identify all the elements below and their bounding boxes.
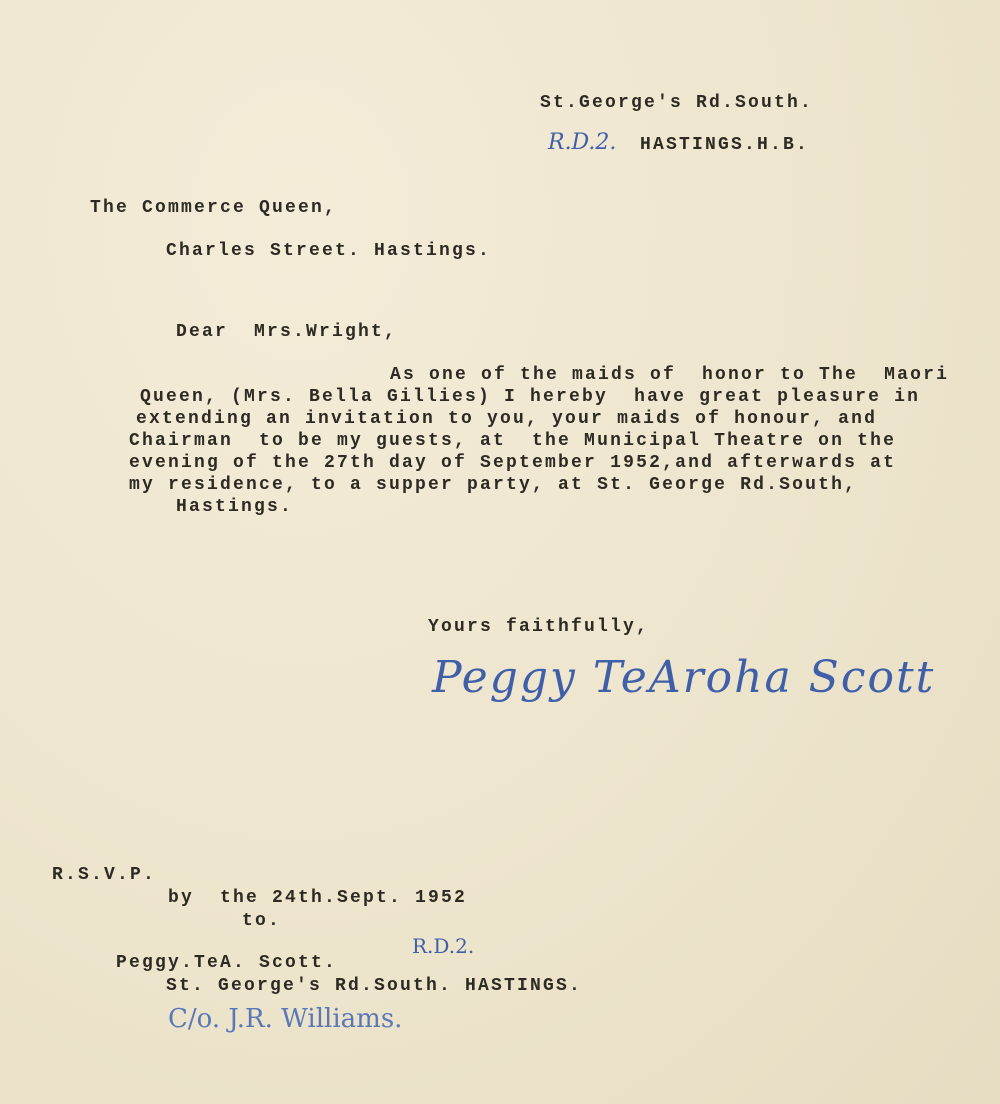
rsvp-name: Peggy.TeA. Scott.: [116, 953, 338, 973]
recipient-name: The Commerce Queen,: [90, 198, 338, 218]
rsvp-label: R.S.V.P.: [52, 865, 157, 885]
salutation: Dear Mrs.Wright,: [176, 322, 398, 342]
sender-address-line2: HASTINGS.H.B.: [640, 135, 810, 155]
rsvp-to: to.: [242, 911, 282, 931]
body-line: evening of the 27th day of September 1952,and afterwards at: [129, 453, 897, 473]
rsvp-by-date: by the 24th.Sept. 1952: [168, 888, 468, 908]
body-line: As one of the maids of honor to The Maori: [390, 365, 950, 385]
body-line: Chairman to be my guests, at the Municipal Theatre on the: [129, 431, 897, 451]
sender-address-line1: St.George's Rd.South.: [540, 93, 814, 113]
body-line: extending an invitation to you, your maids of honour, and: [136, 409, 878, 429]
signature: Peggy TeAroha Scott: [432, 652, 936, 703]
closing: Yours faithfully,: [428, 617, 650, 637]
sender-address-handwritten-rd: R.D.2.: [548, 130, 617, 155]
body-line: my residence, to a supper party, at St. George Rd.South,: [129, 475, 858, 495]
body-line: Hastings.: [176, 497, 294, 517]
body-line: Queen, (Mrs. Bella Gillies) I hereby have great pleasure in: [140, 387, 921, 407]
recipient-address: Charles Street. Hastings.: [166, 241, 492, 261]
rsvp-address: St. George's Rd.South. HASTINGS.: [166, 976, 583, 996]
rsvp-handwritten-rd: R.D.2.: [412, 934, 475, 958]
rsvp-care-of: C/o. J.R. Williams.: [168, 1004, 403, 1034]
